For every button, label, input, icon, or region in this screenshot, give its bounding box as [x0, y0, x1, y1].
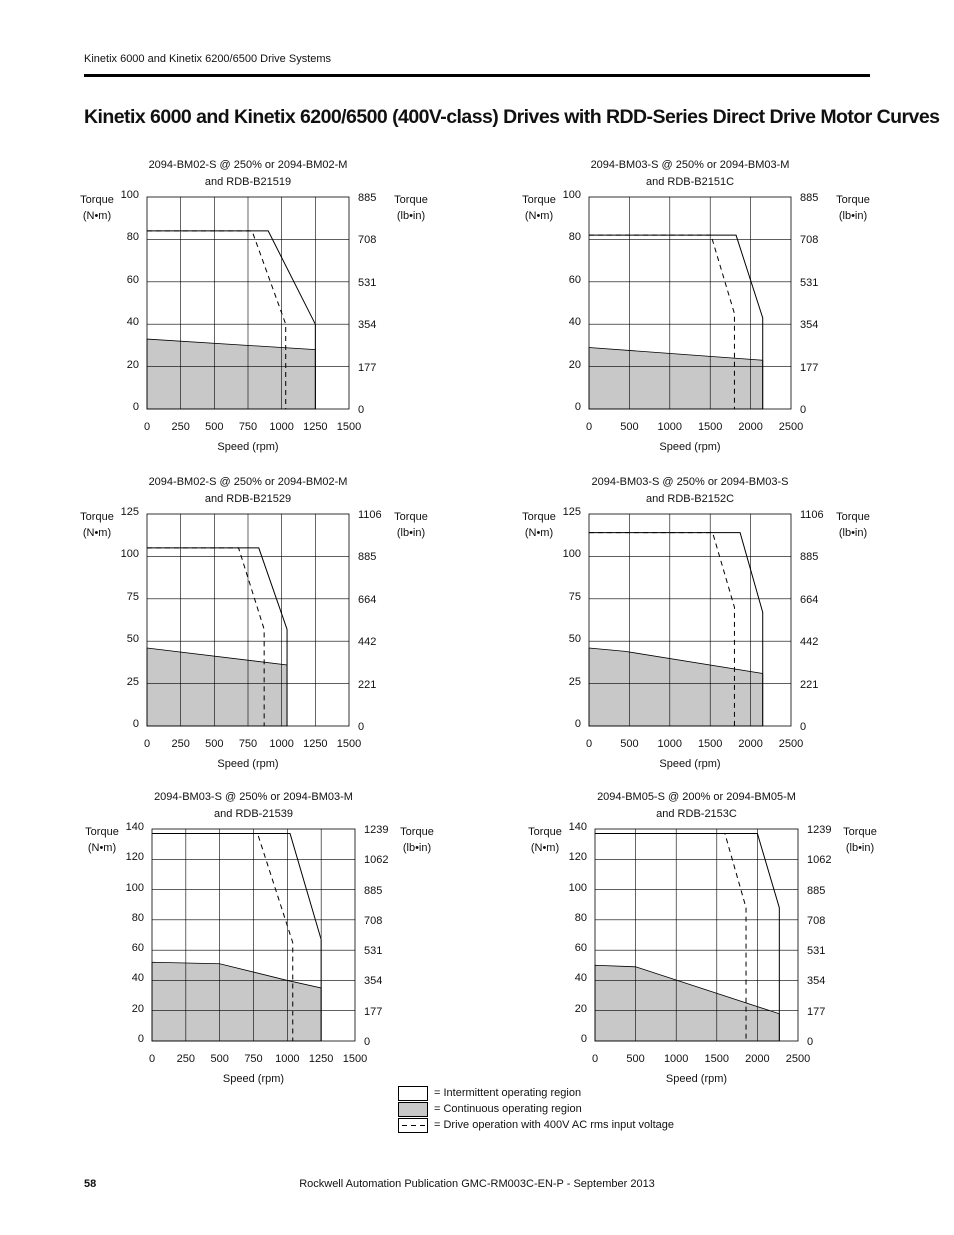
y2-tick-label: 1062 — [364, 854, 389, 867]
chart-title-line1: 2094-BM03-S @ 250% or 2094-BM03-M — [154, 791, 353, 803]
page-number: 58 — [84, 1178, 97, 1190]
y-tick-label: 60 — [574, 942, 587, 955]
left-axis-label-line1: Torque — [80, 194, 114, 206]
chart-title-line1: 2094-BM03-S @ 250% or 2094-BM03-M — [590, 159, 790, 171]
x-tick-label: 0 — [585, 421, 593, 433]
right-axis-label-line1: Torque — [394, 511, 428, 523]
y2-tick-label: 354 — [807, 975, 826, 988]
y-tick-label: 20 — [126, 358, 139, 371]
chart-title-line2: and RDB-B2151C — [645, 176, 735, 188]
x-tick-label: 500 — [620, 738, 639, 750]
y-tick-label: 75 — [568, 590, 581, 603]
x-tick-label: 1500 — [336, 738, 362, 750]
x-tick-label: 1250 — [308, 1053, 334, 1065]
y2-tick-label: 531 — [807, 945, 826, 958]
legend-item-dashed — [398, 1118, 698, 1133]
x-tick-label: 2500 — [785, 1053, 811, 1065]
x-tick-label: 1000 — [275, 1053, 300, 1065]
right-axis-label-line2: (lb•in) — [402, 842, 432, 854]
y-tick-label: 100 — [120, 548, 139, 561]
y-tick-label: 120 — [125, 851, 144, 864]
x-tick-label: 2500 — [778, 421, 804, 433]
y-tick-label: 100 — [562, 548, 581, 561]
x-tick-label: 500 — [620, 421, 639, 433]
y2-tick-label: 885 — [364, 884, 383, 897]
x-tick-label: 2000 — [745, 1053, 770, 1065]
chart-title-line2: and RDB-2153C — [656, 808, 737, 820]
x-tick-label: 1500 — [697, 421, 723, 433]
y2-tick-label: 885 — [800, 192, 819, 204]
y-tick-label: 20 — [574, 1002, 587, 1015]
y-tick-label: 125 — [120, 506, 139, 518]
right-axis-label-line1: Torque — [843, 826, 877, 838]
x-tick-label: 750 — [238, 421, 258, 433]
x-tick-label: 1500 — [336, 421, 362, 433]
legend-label-dashed: = Drive operation with 400V AC rms input voltage — [434, 1119, 674, 1131]
y2-tick-label: 0 — [800, 721, 807, 733]
y2-tick-label: 708 — [800, 234, 819, 247]
y2-tick-label: 442 — [800, 636, 819, 649]
x-axis-label: Speed (rpm) — [665, 1073, 728, 1085]
y-tick-label: 80 — [568, 231, 581, 244]
publication-info: Rockwell Automation Publication GMC-RM003C-EN-P - September 2013 — [299, 1178, 655, 1190]
legend-item-intermittent — [398, 1086, 698, 1101]
right-axis-label-line2: (lb•in) — [396, 527, 426, 539]
y-tick-label: 140 — [125, 821, 144, 833]
y2-tick-label: 664 — [358, 593, 377, 606]
x-tick-label: 1000 — [663, 1053, 689, 1065]
y2-tick-label: 0 — [358, 404, 365, 416]
page-title: Kinetix 6000 and Kinetix 6200/6500 (400V-class) Drives with RDD-Series Direct Drive Motor Curves — [84, 106, 940, 128]
y-tick-label: 100 — [568, 881, 587, 894]
right-axis-label-line1: Torque — [400, 826, 434, 838]
y-tick-label: 40 — [131, 972, 144, 985]
right-axis-label-line1: Torque — [836, 511, 870, 523]
y-tick-label: 40 — [574, 972, 587, 985]
chart-title-line1: 2094-BM03-S @ 250% or 2094-BM03-S — [591, 476, 789, 488]
x-tick-label: 1500 — [697, 738, 723, 750]
left-axis-label-line1: Torque — [522, 194, 556, 206]
y2-tick-label: 354 — [800, 319, 819, 332]
x-tick-label: 250 — [171, 738, 190, 750]
y2-tick-label: 0 — [807, 1036, 814, 1048]
right-axis-label-line2: (lb•in) — [396, 210, 426, 222]
y2-tick-label: 221 — [358, 678, 377, 691]
chart-title-line2: and RDB-B21519 — [204, 176, 292, 188]
chart-title-line1: 2094-BM05-S @ 200% or 2094-BM05-M — [597, 791, 796, 803]
x-axis-label: Speed (rpm) — [659, 441, 721, 453]
y2-tick-label: 177 — [800, 361, 819, 374]
x-tick-label: 1250 — [303, 421, 328, 433]
x-axis-label: Speed (rpm) — [217, 441, 279, 453]
y-tick-label: 20 — [131, 1002, 144, 1015]
x-tick-label: 1000 — [657, 421, 683, 433]
y2-tick-label: 708 — [358, 234, 377, 247]
left-axis-label-line2: (N•m) — [82, 210, 112, 222]
left-axis-label-line1: Torque — [80, 511, 114, 523]
x-tick-label: 750 — [238, 738, 258, 750]
y-tick-label: 0 — [574, 718, 581, 730]
left-axis-label-line1: Torque — [85, 826, 119, 838]
left-axis-label-line1: Torque — [528, 826, 562, 838]
y-tick-label: 120 — [568, 851, 587, 864]
y-tick-label: 25 — [126, 675, 139, 688]
y2-tick-label: 708 — [807, 914, 826, 927]
legend-swatch-continuous — [398, 1102, 428, 1117]
y2-tick-label: 531 — [364, 945, 383, 958]
x-tick-label: 250 — [171, 421, 190, 433]
running-header: Kinetix 6000 and Kinetix 6200/6500 Drive Systems — [84, 53, 332, 65]
x-tick-label: 1000 — [657, 738, 683, 750]
y-tick-label: 0 — [137, 1033, 144, 1045]
y-tick-label: 40 — [126, 316, 139, 329]
x-tick-label: 0 — [585, 738, 593, 750]
y-tick-label: 40 — [568, 316, 581, 329]
y-tick-label: 75 — [126, 590, 139, 603]
right-axis-label-line1: Torque — [394, 194, 428, 206]
y-tick-label: 50 — [568, 633, 581, 646]
chart-title-line1: 2094-BM02-S @ 250% or 2094-BM02-M — [148, 476, 348, 488]
y-tick-label: 100 — [562, 189, 581, 201]
left-axis-label-line2: (N•m) — [87, 842, 117, 854]
y2-tick-label: 885 — [358, 551, 377, 564]
legend-swatch-intermittent — [398, 1086, 428, 1101]
y2-tick-label: 708 — [364, 914, 383, 927]
legend-label-intermittent: = Intermittent operating region — [434, 1087, 582, 1099]
legend-item-continuous — [398, 1102, 698, 1117]
chart-title — [597, 789, 796, 823]
y-tick-label: 80 — [131, 911, 144, 924]
y2-tick-label: 0 — [358, 721, 365, 733]
x-tick-label: 500 — [210, 1053, 229, 1065]
x-axis-label: Speed (rpm) — [217, 758, 279, 770]
x-axis-label: Speed (rpm) — [659, 758, 721, 770]
x-axis-label: Speed (rpm) — [222, 1073, 285, 1085]
x-tick-label: 500 — [626, 1053, 645, 1065]
x-tick-label: 0 — [143, 421, 151, 433]
y2-tick-label: 442 — [358, 636, 377, 649]
y2-tick-label: 0 — [364, 1036, 371, 1048]
continuous-region — [595, 965, 779, 1041]
x-tick-label: 2500 — [778, 738, 804, 750]
y-tick-label: 0 — [132, 401, 139, 413]
x-tick-label: 1250 — [303, 738, 328, 750]
x-tick-label: 2000 — [738, 738, 763, 750]
left-axis-label-line2: (N•m) — [524, 527, 554, 539]
y-tick-label: 50 — [126, 633, 139, 646]
chart-title-line2: and RDB-21539 — [214, 808, 293, 820]
y-tick-label: 80 — [126, 231, 139, 244]
y-tick-label: 60 — [126, 273, 139, 286]
y2-tick-label: 885 — [358, 192, 377, 204]
x-tick-label: 1000 — [269, 738, 294, 750]
x-tick-label: 0 — [591, 1053, 599, 1065]
left-axis-label-line2: (N•m) — [530, 842, 560, 854]
y2-tick-label: 1106 — [800, 509, 824, 521]
y2-tick-label: 1106 — [358, 509, 382, 521]
y2-tick-label: 531 — [358, 276, 377, 289]
y-tick-label: 0 — [132, 718, 139, 730]
x-tick-label: 1000 — [269, 421, 294, 433]
y2-tick-label: 0 — [800, 404, 807, 416]
left-axis-label-line1: Torque — [522, 511, 556, 523]
y2-tick-label: 885 — [807, 884, 826, 897]
y-tick-label: 100 — [125, 881, 144, 894]
y2-tick-label: 354 — [358, 319, 377, 332]
right-axis-label-line2: (lb•in) — [838, 210, 868, 222]
y2-tick-label: 1062 — [807, 854, 832, 867]
x-tick-label: 750 — [244, 1053, 263, 1065]
y-tick-label: 125 — [562, 506, 581, 518]
y-tick-label: 0 — [580, 1033, 587, 1045]
y2-tick-label: 1239 — [364, 824, 389, 836]
left-axis-label-line2: (N•m) — [82, 527, 112, 539]
x-tick-label: 500 — [205, 421, 224, 433]
right-axis-label-line2: (lb•in) — [845, 842, 875, 854]
x-tick-label: 2000 — [738, 421, 763, 433]
y-tick-label: 60 — [131, 942, 144, 955]
right-axis-label-line1: Torque — [836, 194, 870, 206]
y-tick-label: 60 — [568, 273, 581, 286]
y2-tick-label: 177 — [358, 361, 377, 374]
x-tick-label: 500 — [205, 738, 224, 750]
chart-title-line2: and RDB-B2152C — [645, 493, 735, 505]
y-tick-label: 100 — [120, 189, 139, 201]
x-tick-label: 1500 — [704, 1053, 730, 1065]
chart-title-line1: 2094-BM02-S @ 250% or 2094-BM02-M — [148, 159, 348, 171]
y2-tick-label: 664 — [800, 593, 819, 606]
y-tick-label: 80 — [574, 911, 587, 924]
right-axis-label-line2: (lb•in) — [838, 527, 868, 539]
y-tick-label: 25 — [568, 675, 581, 688]
y2-tick-label: 885 — [800, 551, 819, 564]
x-tick-label: 1500 — [342, 1053, 368, 1065]
y2-tick-label: 177 — [807, 1005, 826, 1018]
x-tick-label: 0 — [148, 1053, 156, 1065]
left-axis-label-line2: (N•m) — [524, 210, 554, 222]
y2-tick-label: 177 — [364, 1005, 383, 1018]
y2-tick-label: 354 — [364, 975, 383, 988]
legend-label-continuous: = Continuous operating region — [434, 1103, 582, 1115]
right-axis-label — [838, 824, 882, 856]
y2-tick-label: 531 — [800, 276, 819, 289]
y-tick-label: 20 — [568, 358, 581, 371]
y-tick-label: 140 — [568, 821, 587, 833]
chart-title-line2: and RDB-B21529 — [204, 493, 292, 505]
legend-swatch-dashed — [398, 1118, 428, 1133]
y2-tick-label: 221 — [800, 678, 819, 691]
x-tick-label: 0 — [143, 738, 151, 750]
y-tick-label: 0 — [574, 401, 581, 413]
y2-tick-label: 1239 — [807, 824, 832, 836]
x-tick-label: 250 — [176, 1053, 195, 1065]
